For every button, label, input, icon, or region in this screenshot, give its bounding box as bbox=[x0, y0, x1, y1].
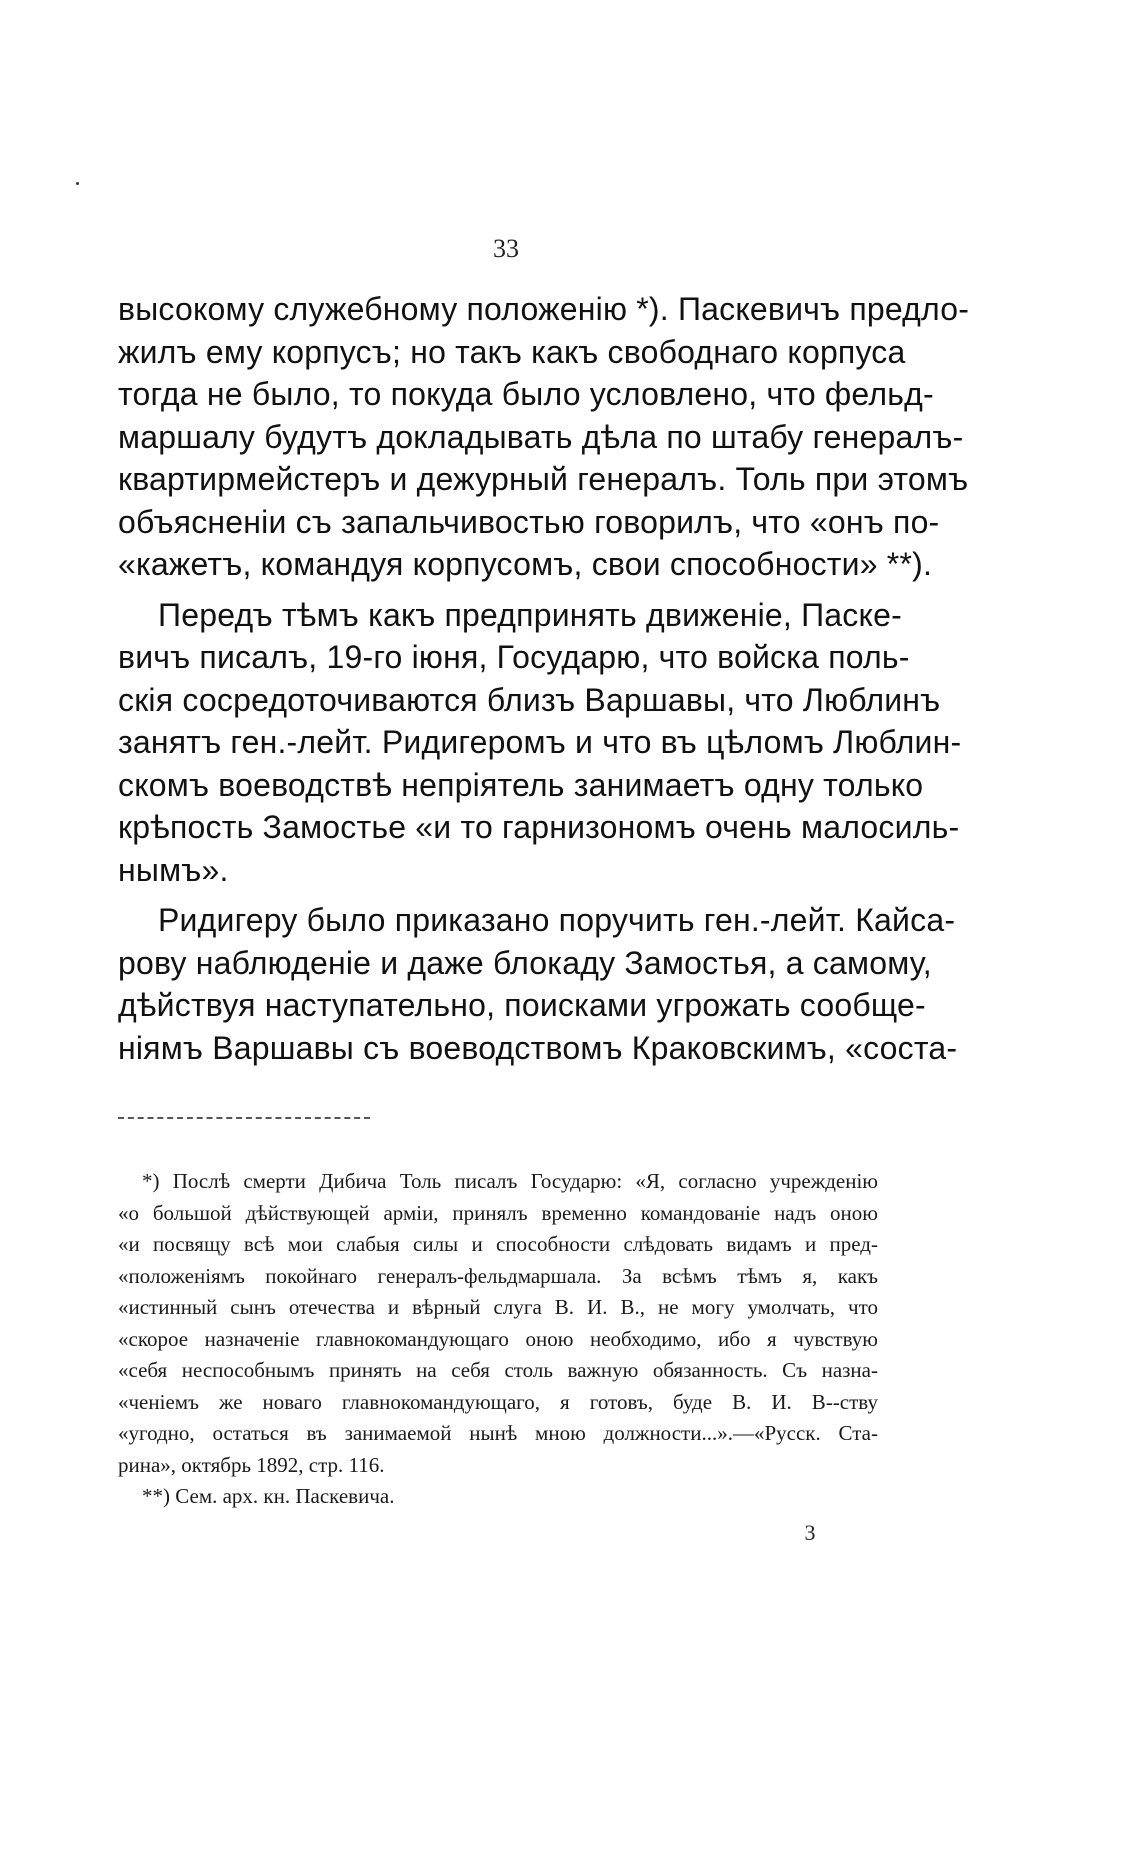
paragraph-2 bbox=[118, 594, 962, 892]
footnote-2 bbox=[118, 1481, 878, 1513]
page-number: 33 bbox=[493, 234, 519, 263]
text-line: жилъ ему корпусъ; но такъ какъ свободнаго корпуса bbox=[118, 333, 906, 370]
footnote-line: «о большой дѣйствующей арміи, принялъ временно командованіе надъ оною bbox=[118, 1200, 878, 1225]
footnote-line: «скорое назначеніе главнокомандующаго оною необходимо, ибо я чувствую bbox=[118, 1326, 878, 1351]
footnote-line: «угодно, остаться въ занимаемой нынѣ мною должности...».—«Русск. Ста- bbox=[118, 1421, 878, 1445]
text-line: «кажетъ, командуя корпусомъ, свои способности» **). bbox=[118, 546, 933, 582]
footnote-1 bbox=[118, 1166, 878, 1481]
main-text bbox=[118, 288, 970, 1077]
paragraph-1 bbox=[118, 288, 970, 586]
signature-mark: 3 bbox=[804, 1520, 816, 1545]
footnote-line: рина», октябрь 1892, стр. 116. bbox=[118, 1452, 385, 1477]
text-line: квартирмейстеръ и дежурный генералъ. Толь при этомъ bbox=[118, 461, 969, 497]
footnote-line: *) Послѣ смерти Дибича Толь писалъ Государю: «Я, согласно учрежденію bbox=[142, 1169, 878, 1193]
stray-mark bbox=[76, 182, 79, 185]
text-line: ніямъ Варшавы съ воеводствомъ Краковскимъ, «соста- bbox=[118, 1029, 958, 1066]
footnote-divider bbox=[118, 1117, 370, 1119]
footnote-line: «истинный сынъ отечества и вѣрный слуга В. И. В., не могу умолчать, что bbox=[118, 1295, 878, 1319]
text-line: тогда не было, то покуда было условлено, что фельд- bbox=[118, 376, 934, 412]
text-line: Передъ тѣмъ какъ предпринять движеніе, Паске- bbox=[158, 596, 902, 633]
text-line: скія сосредоточиваются близъ Варшавы, что Люблинъ bbox=[118, 681, 941, 718]
text-line: объясненіи съ запальчивостью говорилъ, что «онъ по- bbox=[118, 503, 940, 540]
text-line: скомъ воеводствѣ непріятель занимаетъ одну только bbox=[118, 766, 924, 803]
text-line: крѣпость Замостье «и то гарнизономъ очень малосиль- bbox=[118, 809, 960, 845]
text-line: Ридигеру было приказано поручить ген.-лейт. Кайса- bbox=[158, 902, 956, 938]
text-line: вичъ писалъ, 19-го іюня, Государю, что войска поль- bbox=[118, 639, 910, 675]
footnote-line: «ченіемъ же новаго главнокомандующаго, я готовъ, буде В. И. В--ству bbox=[118, 1389, 878, 1414]
footnote-line: «себя неспособнымъ принять на себя столь важную обязанность. Съ назна- bbox=[118, 1358, 878, 1382]
footnote-line: «и посвящу всѣ мои слабыя силы и способности слѣдовать видамъ и пред- bbox=[118, 1232, 878, 1256]
text-line: рову наблюденіе и даже блокаду Замостья, а самому, bbox=[118, 944, 932, 981]
text-line: высокому служебному положенію *). Паскевичъ предло- bbox=[118, 291, 970, 327]
footnote-line: «положеніямъ покойнаго генералъ-фельдмаршала. За всѣмъ тѣмъ я, какъ bbox=[118, 1263, 878, 1288]
text-line: дѣйствуя наступательно, поисками угрожать сообще- bbox=[118, 987, 926, 1023]
text-line: маршалу будутъ докладывать дѣла по штабу генералъ- bbox=[118, 418, 964, 455]
paragraph-3 bbox=[118, 899, 958, 1069]
text-line: нымъ». bbox=[118, 851, 229, 888]
footnotes bbox=[118, 1166, 878, 1513]
text-line: занятъ ген.-лейт. Ридигеромъ и что въ цѣломъ Люблин- bbox=[118, 724, 962, 760]
footnote-line: **) Сем. арх. кн. Паскевича. bbox=[142, 1484, 395, 1508]
